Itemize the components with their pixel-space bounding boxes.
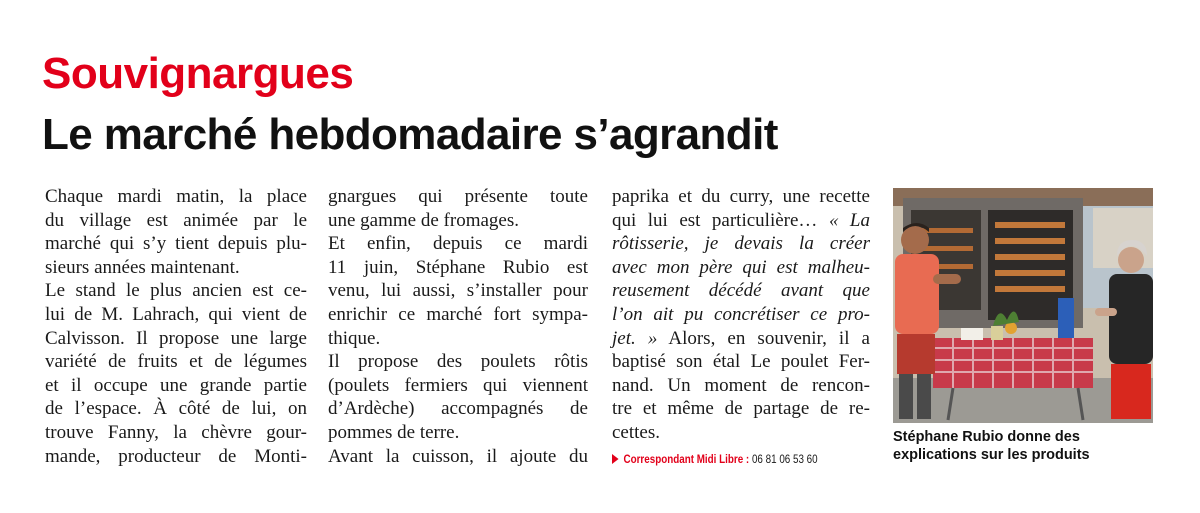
body-line: pommes de terre. bbox=[328, 421, 460, 443]
body-line: gnargues qui présente toute bbox=[328, 186, 588, 207]
correspondent-label: Correspondant Midi Libre : bbox=[623, 452, 750, 466]
quote-line: rôtisserie, je devais la créer bbox=[612, 233, 870, 255]
body-line: sieurs années maintenant. bbox=[45, 256, 240, 278]
body-line bbox=[612, 327, 870, 351]
correspondent-phone: 06 81 06 53 60 bbox=[751, 452, 818, 466]
quote-line: l’on ait pu concrétiser ce pro- bbox=[612, 303, 870, 325]
quote-line: avec mon père qui est malheu- bbox=[612, 256, 870, 278]
body-line: cettes. bbox=[612, 421, 661, 443]
body-line: Chaque mardi matin, la place bbox=[45, 186, 307, 207]
body-line: baptisé son étal Le poulet Fer- bbox=[612, 351, 870, 373]
body-line: Il propose des poulets rôtis bbox=[328, 351, 588, 373]
body-text: qui lui est particulière… bbox=[612, 209, 818, 231]
article-kicker: Souvignargues bbox=[42, 49, 354, 98]
body-line: Et enfin, depuis ce mardi bbox=[328, 233, 588, 255]
body-line: paprika et du curry, une recette bbox=[612, 186, 870, 207]
body-line: une gamme de fromages. bbox=[328, 209, 519, 231]
body-line bbox=[612, 209, 870, 233]
body-line: Le stand le plus ancien est ce- bbox=[45, 280, 307, 302]
body-line: lui de M. Lahrach, qui vient de bbox=[45, 303, 307, 325]
photo-illustration bbox=[893, 188, 1153, 423]
body-line: nand. Un moment de rencon- bbox=[612, 374, 870, 396]
body-line: marché qui s’y tient depuis plu- bbox=[45, 233, 307, 255]
body-line: venu, lui aussi, s’installer pour bbox=[328, 280, 588, 302]
body-line: thique. bbox=[328, 327, 381, 349]
body-line: (poulets fermiers qui viennent bbox=[328, 374, 588, 396]
quote-text: « La bbox=[828, 209, 870, 231]
body-line: variété de fruits et de légumes bbox=[45, 351, 307, 373]
article-column-1 bbox=[45, 185, 307, 468]
quote-text: jet. » bbox=[612, 327, 658, 349]
body-line: Avant la cuisson, il ajoute du bbox=[328, 445, 588, 467]
body-line: de l’espace. À côté de lui, on bbox=[45, 398, 307, 420]
body-line: mande, producteur de Monti- bbox=[45, 445, 307, 467]
body-line: du village est animée par le bbox=[45, 209, 307, 231]
body-text: Alors, en souvenir, il a bbox=[657, 327, 870, 349]
body-line: et il occupe une grande partie bbox=[45, 374, 307, 396]
body-line: trouve Fanny, la chèvre gour- bbox=[45, 421, 307, 443]
body-line: d’Ardèche) accompagnés de bbox=[328, 398, 588, 420]
correspondent-credit bbox=[612, 452, 818, 466]
quote-line: reusement décédé avant que bbox=[612, 280, 870, 302]
article-headline: Le marché hebdomadaire s’agrandit bbox=[42, 110, 778, 159]
triangle-bullet-icon bbox=[612, 454, 619, 464]
body-line: Calvisson. Il propose une large bbox=[45, 327, 307, 349]
article-column-2 bbox=[328, 185, 588, 468]
photo-caption: Stéphane Rubio donne des explications sur les produits bbox=[893, 429, 1090, 463]
body-line: tre et même de partage de re- bbox=[612, 398, 870, 420]
article-photo bbox=[893, 188, 1153, 423]
article-column-3 bbox=[612, 185, 870, 445]
body-line: enrichir ce marché fort sympa- bbox=[328, 303, 588, 325]
body-line: 11 juin, Stéphane Rubio est bbox=[328, 256, 588, 278]
